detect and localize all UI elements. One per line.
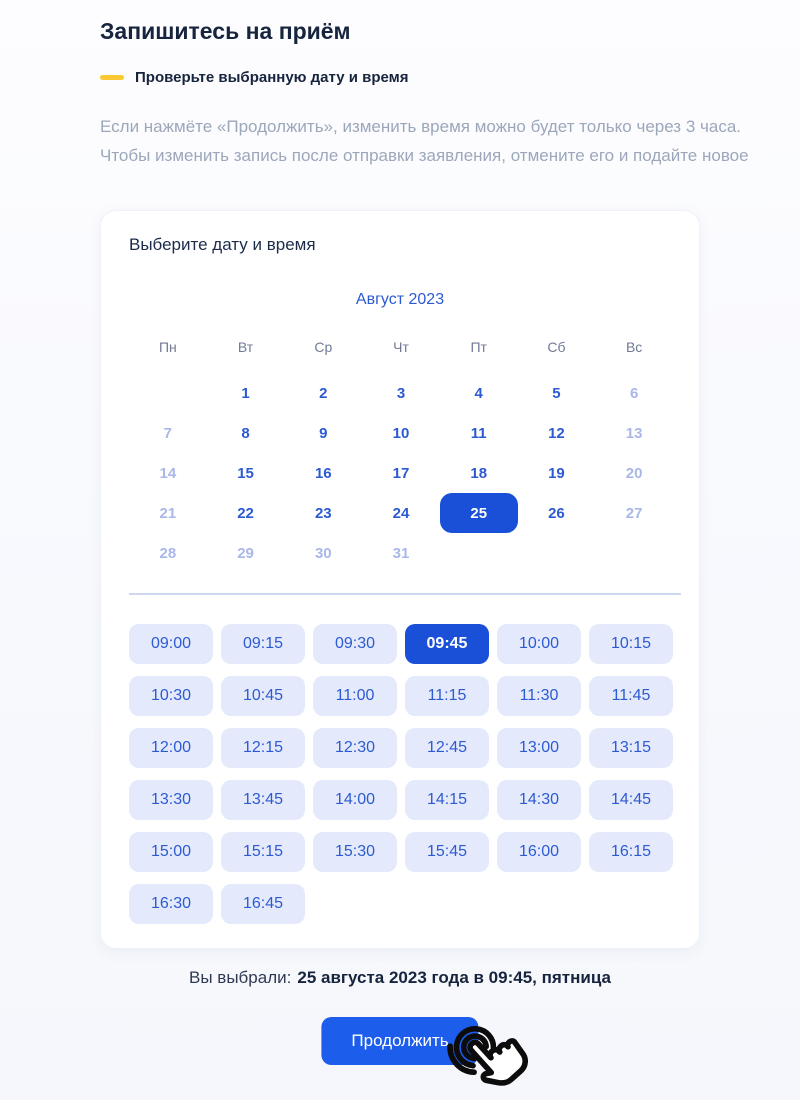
time-slot[interactable]: 09:15 (221, 624, 305, 664)
time-slot[interactable]: 10:15 (589, 624, 673, 664)
time-slot[interactable]: 11:45 (589, 676, 673, 716)
time-slot[interactable]: 12:15 (221, 728, 305, 768)
calendar-day[interactable]: 17 (392, 464, 410, 482)
time-slot[interactable]: 16:30 (129, 884, 213, 924)
calendar-day (129, 373, 207, 413)
time-slot[interactable]: 13:15 (589, 728, 673, 768)
time-slot[interactable]: 09:30 (313, 624, 397, 664)
calendar-day[interactable]: 4 (474, 384, 483, 402)
step-progress-dash (100, 75, 124, 80)
time-slot[interactable]: 12:00 (129, 728, 213, 768)
calendar-day: 31 (392, 544, 410, 562)
time-slot[interactable]: 09:00 (129, 624, 213, 664)
weekday-row (129, 337, 673, 357)
calendar-day[interactable]: 5 (552, 384, 561, 402)
time-slot[interactable]: 14:45 (589, 780, 673, 820)
calendar-day-selected[interactable]: 25 (440, 493, 518, 533)
date-time-picker-card (100, 210, 700, 949)
calendar-day: 29 (237, 544, 254, 562)
time-slot[interactable]: 10:30 (129, 676, 213, 716)
time-slot[interactable]: 13:45 (221, 780, 305, 820)
time-slot[interactable]: 15:00 (129, 832, 213, 872)
calendar-day[interactable]: 16 (314, 464, 332, 482)
weekday-label: Сб (547, 339, 566, 355)
summary-value: 25 августа 2023 года в 09:45, пятница (297, 968, 611, 987)
time-slot[interactable]: 13:30 (129, 780, 213, 820)
step-label: Проверьте выбранную дату и время (135, 69, 409, 86)
time-slot[interactable]: 11:00 (313, 676, 397, 716)
time-slot[interactable]: 10:45 (221, 676, 305, 716)
calendar-day[interactable]: 18 (470, 464, 488, 482)
time-slot[interactable]: 16:00 (497, 832, 581, 872)
time-slot[interactable]: 14:30 (497, 780, 581, 820)
time-grid (129, 624, 673, 924)
time-slot[interactable]: 15:45 (405, 832, 489, 872)
time-slot[interactable]: 11:15 (405, 676, 489, 716)
calendar-day: 20 (625, 464, 643, 482)
time-slot[interactable]: 12:45 (405, 728, 489, 768)
continue-button[interactable]: Продолжить (321, 1017, 478, 1065)
calendar-day (518, 533, 596, 573)
time-slot-selected[interactable]: 09:45 (405, 624, 489, 664)
calendar-day[interactable]: 11 (470, 424, 487, 442)
calendar-day: 21 (159, 504, 177, 522)
calendar-day[interactable]: 23 (314, 504, 332, 522)
selection-summary (0, 968, 800, 988)
time-slot[interactable]: 10:00 (497, 624, 581, 664)
calendar-day[interactable]: 9 (319, 424, 328, 442)
weekday-label: Вс (625, 339, 643, 355)
step-indicator (100, 69, 409, 86)
weekday-label: Вт (237, 339, 254, 355)
weekday-label: Ср (314, 339, 333, 355)
calendar-day[interactable]: 26 (548, 504, 565, 522)
calendar-day: 14 (159, 464, 177, 482)
weekday-label: Пт (470, 339, 487, 355)
calendar-day[interactable]: 8 (241, 424, 250, 442)
picker-title: Выберите дату и время (129, 235, 316, 254)
calendar-day[interactable]: 24 (392, 504, 410, 522)
time-slot[interactable]: 12:30 (313, 728, 397, 768)
time-slot[interactable]: 11:30 (497, 676, 581, 716)
calendar-day: 30 (314, 544, 332, 562)
calendar-day[interactable]: 2 (319, 384, 328, 402)
calendar-day (440, 533, 518, 573)
time-slot[interactable]: 14:15 (405, 780, 489, 820)
time-slot[interactable]: 15:30 (313, 832, 397, 872)
time-slot[interactable]: 14:00 (313, 780, 397, 820)
time-slot[interactable]: 13:00 (497, 728, 581, 768)
time-slot[interactable]: 15:15 (221, 832, 305, 872)
page-title: Запишитесь на приём (100, 18, 351, 44)
calendar-day (595, 533, 673, 573)
calendar-day: 27 (625, 504, 643, 522)
calendar-grid (129, 373, 673, 573)
calendar-day: 7 (163, 424, 173, 442)
divider (129, 593, 681, 595)
description-text: Если нажмёте «Продолжить», изменить время можно будет только через 3 часа. Чтобы изменить запись после отправки заявления, отмените его и подайте новое (100, 117, 749, 165)
weekday-label: Чт (393, 339, 409, 355)
calendar-day[interactable]: 3 (396, 384, 406, 402)
summary-prefix: Вы выбрали: (189, 968, 292, 987)
calendar-day[interactable]: 1 (241, 384, 250, 402)
time-slot[interactable]: 16:45 (221, 884, 305, 924)
calendar-day: 28 (159, 544, 177, 562)
time-slot[interactable]: 16:15 (589, 832, 673, 872)
calendar-day[interactable]: 15 (237, 464, 254, 482)
weekday-label: Пн (158, 339, 177, 355)
calendar-day[interactable]: 12 (548, 424, 565, 442)
calendar-day: 13 (625, 424, 643, 442)
calendar-day[interactable]: 19 (548, 464, 565, 482)
month-label: Август 2023 (355, 291, 445, 308)
calendar-day[interactable]: 10 (392, 424, 410, 442)
calendar-day: 6 (629, 384, 639, 402)
calendar-day[interactable]: 22 (237, 504, 254, 522)
